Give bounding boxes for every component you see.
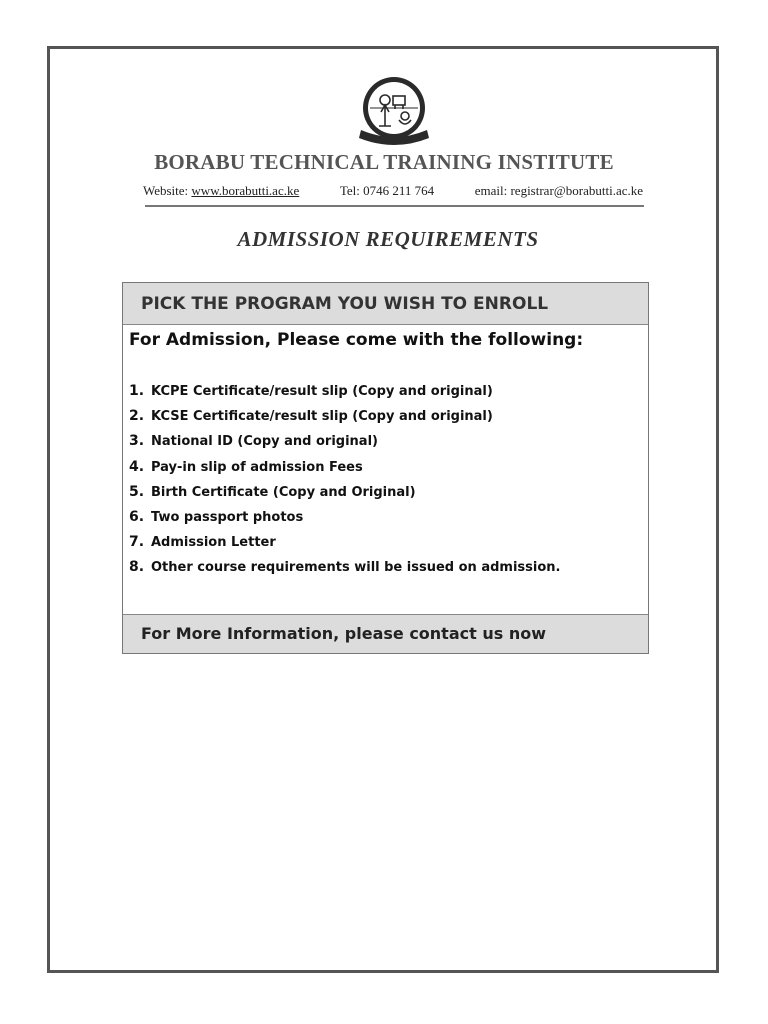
list-item <box>129 559 560 584</box>
item-text: Admission Letter <box>151 535 276 551</box>
list-item <box>129 534 560 559</box>
item-number: 3. <box>129 433 145 450</box>
item-text: National ID (Copy and original) <box>151 434 378 450</box>
telephone: Tel: 0746 211 764 <box>339 183 435 198</box>
item-text: Other course requirements will be issued on admission. <box>151 560 561 576</box>
item-number: 7. <box>129 534 145 551</box>
list-item <box>129 509 560 534</box>
item-text: Two passport photos <box>151 509 304 525</box>
item-text: Birth Certificate (Copy and Original) <box>151 484 416 500</box>
website-label: Website: <box>143 183 189 198</box>
item-number: 6. <box>129 508 145 525</box>
website-link[interactable]: www.borabutti.ac.ke <box>191 183 300 198</box>
website-info <box>143 183 299 199</box>
list-item <box>129 383 560 408</box>
admission-intro: For Admission, Please come with the following: <box>129 330 584 350</box>
requirements-list <box>129 383 560 585</box>
header-divider <box>145 205 644 207</box>
institute-logo <box>355 76 433 146</box>
item-number: 5. <box>129 483 145 500</box>
document-title: ADMISSION REQUIREMENTS <box>237 227 539 251</box>
item-text: Pay-in slip of admission Fees <box>151 459 363 475</box>
item-text: KCSE Certificate/result slip (Copy and original) <box>151 409 493 425</box>
item-text: KCPE Certificate/result slip (Copy and original) <box>151 384 493 399</box>
institute-name: BORABU TECHNICAL TRAINING INSTITUTE <box>154 150 614 174</box>
contact-line <box>143 183 643 199</box>
email-address: email: registrar@borabutti.ac.ke <box>474 183 643 198</box>
list-item <box>129 484 560 509</box>
requirements-box <box>122 282 649 654</box>
item-number: 2. <box>129 408 145 425</box>
item-number: 4. <box>129 458 145 475</box>
item-number: 8. <box>129 559 145 576</box>
list-item <box>129 459 560 484</box>
contact-banner: For More Information, please contact us now <box>123 614 648 653</box>
list-item <box>129 433 560 458</box>
enroll-banner: PICK THE PROGRAM YOU WISH TO ENROLL <box>123 283 648 325</box>
item-number: 1. <box>129 383 145 399</box>
list-item <box>129 408 560 433</box>
